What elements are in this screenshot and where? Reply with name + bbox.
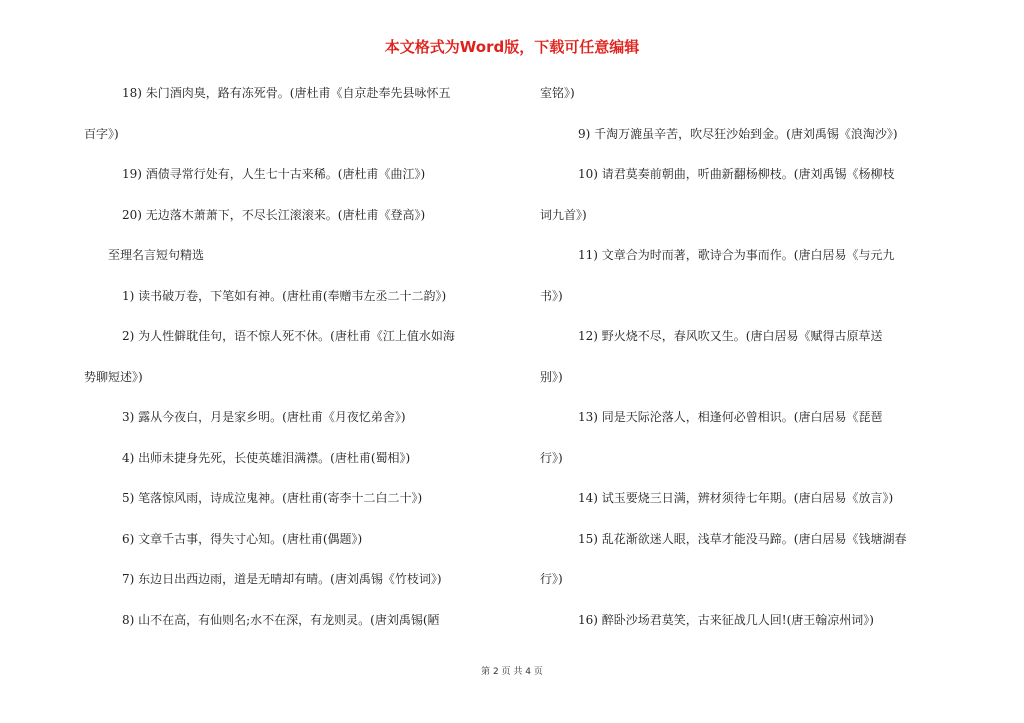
text-line: 别》) <box>540 369 563 384</box>
text-line: 6) 文章千古事，得失寸心知。(唐杜甫(偶题》) <box>122 531 363 546</box>
word-edit-banner: 本文格式为Word版，下载可任意编辑 <box>384 38 640 56</box>
text-line: 11) 文章合为时而著，歌诗合为事而作。(唐白居易《与元九 <box>578 248 895 262</box>
text-line: 16) 醉卧沙场君莫笑，古来征战几人回!(唐王翰凉州词》) <box>578 612 874 627</box>
text-line: 百字》) <box>84 126 119 141</box>
text-line: 行》) <box>540 450 563 465</box>
text-line: 15) 乱花渐欲迷人眼，浅草才能没马蹄。(唐白居易《钱塘湖春 <box>578 531 907 546</box>
text-line: 行》) <box>540 572 563 586</box>
right-column <box>540 82 980 649</box>
text-line: 10) 请君莫奏前朝曲，听曲新翻杨柳枝。(唐刘禹锡《杨柳枝 <box>578 167 895 181</box>
text-line: 14) 试玉要烧三日满，辨材须待七年期。(唐白居易《放言》) <box>578 491 894 505</box>
text-line: 2) 为人性僻耽佳句，语不惊人死不休。(唐杜甫《江上值水如海 <box>122 329 455 343</box>
section-heading: 至理名言短句精选 <box>108 248 205 262</box>
text-line: 9) 千淘万漉虽辛苦，吹尽狂沙始到金。(唐刘禹锡《浪淘沙》) <box>578 126 898 141</box>
text-line: 8) 山不在高，有仙则名;水不在深，有龙则灵。(唐刘禹锡(陋 <box>122 612 440 627</box>
page-number: 第 2 页 共 4 页 <box>481 667 543 677</box>
text-line: 19) 酒债寻常行处有，人生七十古来稀。(唐杜甫《曲江》) <box>122 167 426 181</box>
text-line: 1) 读书破万卷，下笔如有神。(唐杜甫(奉赠韦左丞二十二韵》) <box>122 288 447 303</box>
text-line: 室铭》) <box>540 86 575 100</box>
text-line: 词九首》) <box>540 207 587 222</box>
left-column <box>84 82 514 649</box>
text-line: 5) 笔落惊风雨，诗成泣鬼神。(唐杜甫(寄李十二白二十》) <box>122 491 423 505</box>
text-line: 4) 出师未捷身先死，长使英雄泪满襟。(唐杜甫(蜀相》) <box>122 450 411 465</box>
text-line: 18) 朱门酒肉臭，路有冻死骨。(唐杜甫《自京赴奉先县咏怀五 <box>122 86 451 100</box>
text-line: 7) 东边日出西边雨，道是无晴却有晴。(唐刘禹锡《竹枝词》) <box>122 572 442 586</box>
text-line: 势聊短述》) <box>84 369 143 384</box>
text-line: 3) 露从今夜白，月是家乡明。(唐杜甫《月夜忆弟舍》) <box>122 410 406 424</box>
text-line: 20) 无边落木萧萧下，不尽长江滚滚来。(唐杜甫《登高》) <box>122 207 426 222</box>
text-line: 13) 同是天际沦落人，相逢何必曾相识。(唐白居易《琵琶 <box>578 410 883 424</box>
text-line: 书》) <box>540 288 563 303</box>
text-line: 12) 野火烧不尽，春风吹又生。(唐白居易《赋得古原草送 <box>578 329 883 343</box>
